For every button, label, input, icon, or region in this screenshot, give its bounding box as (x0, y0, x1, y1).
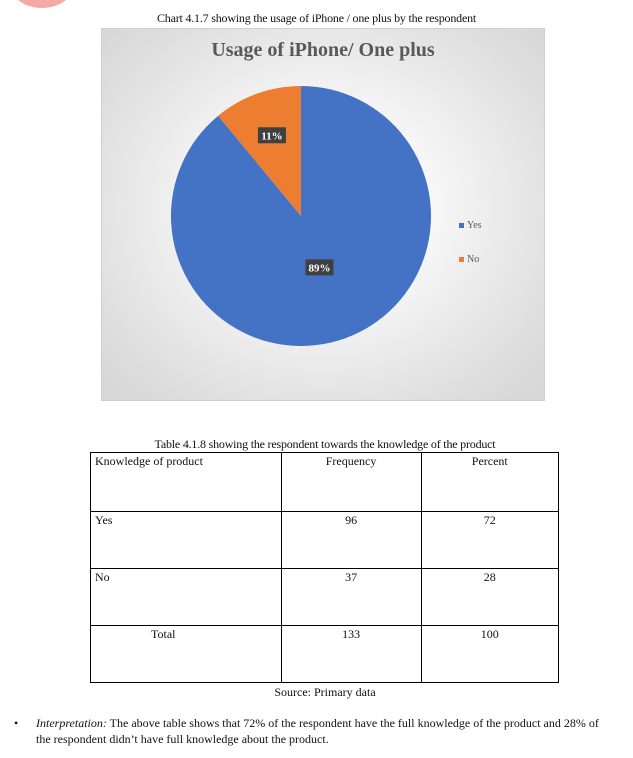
header-percent: Percent (421, 453, 558, 512)
table-row (91, 512, 559, 569)
pie-chart (101, 28, 545, 401)
data-label-yes (305, 259, 333, 275)
legend-swatch-yes (459, 223, 464, 228)
source-note: Source: Primary data (274, 685, 376, 699)
data-label-text: 11% (261, 130, 283, 143)
legend-item-yes (459, 219, 482, 231)
cell-label: Total (91, 626, 282, 683)
cell-label: Yes (91, 512, 282, 569)
knowledge-table (90, 452, 559, 683)
legend-item-no (459, 253, 482, 265)
cell-frequency: 37 (281, 569, 421, 626)
header-knowledge: Knowledge of product (91, 453, 282, 512)
chart-caption: Chart 4.1.7 showing the usage of iPhone / one plus by the respondent (156, 11, 477, 25)
data-label-text: 89% (308, 262, 331, 275)
table-header-row (91, 453, 559, 512)
cell-frequency: 96 (281, 512, 421, 569)
cell-percent: 72 (421, 512, 558, 569)
table-row (91, 569, 559, 626)
chart-legend (459, 219, 482, 287)
interpretation-label: Interpretation: (36, 716, 107, 730)
header-decoration (10, 0, 74, 8)
cell-percent: 28 (421, 569, 558, 626)
header-frequency: Frequency (281, 453, 421, 512)
legend-label-yes: Yes (467, 219, 482, 231)
pie-chart-svg (102, 29, 546, 402)
legend-label-no: No (467, 253, 480, 265)
cell-percent: 100 (421, 626, 558, 683)
cell-frequency: 133 (281, 626, 421, 683)
data-label-no (258, 127, 286, 143)
table-row (91, 626, 559, 683)
bullet-icon: • (14, 716, 19, 730)
interpretation-text: The above table shows that 72% of the respondent have the full knowledge of the product and 28% of the respondent didn’t have full knowledge about the product. (36, 716, 599, 746)
interpretation-paragraph (14, 715, 614, 747)
interpretation-body (36, 715, 614, 747)
cell-label: No (91, 569, 282, 626)
table-caption: Table 4.1.8 showing the respondent towards the knowledge of the product (154, 437, 496, 451)
legend-swatch-no (459, 257, 464, 262)
chart-title: Usage of iPhone/ One plus (211, 39, 435, 61)
